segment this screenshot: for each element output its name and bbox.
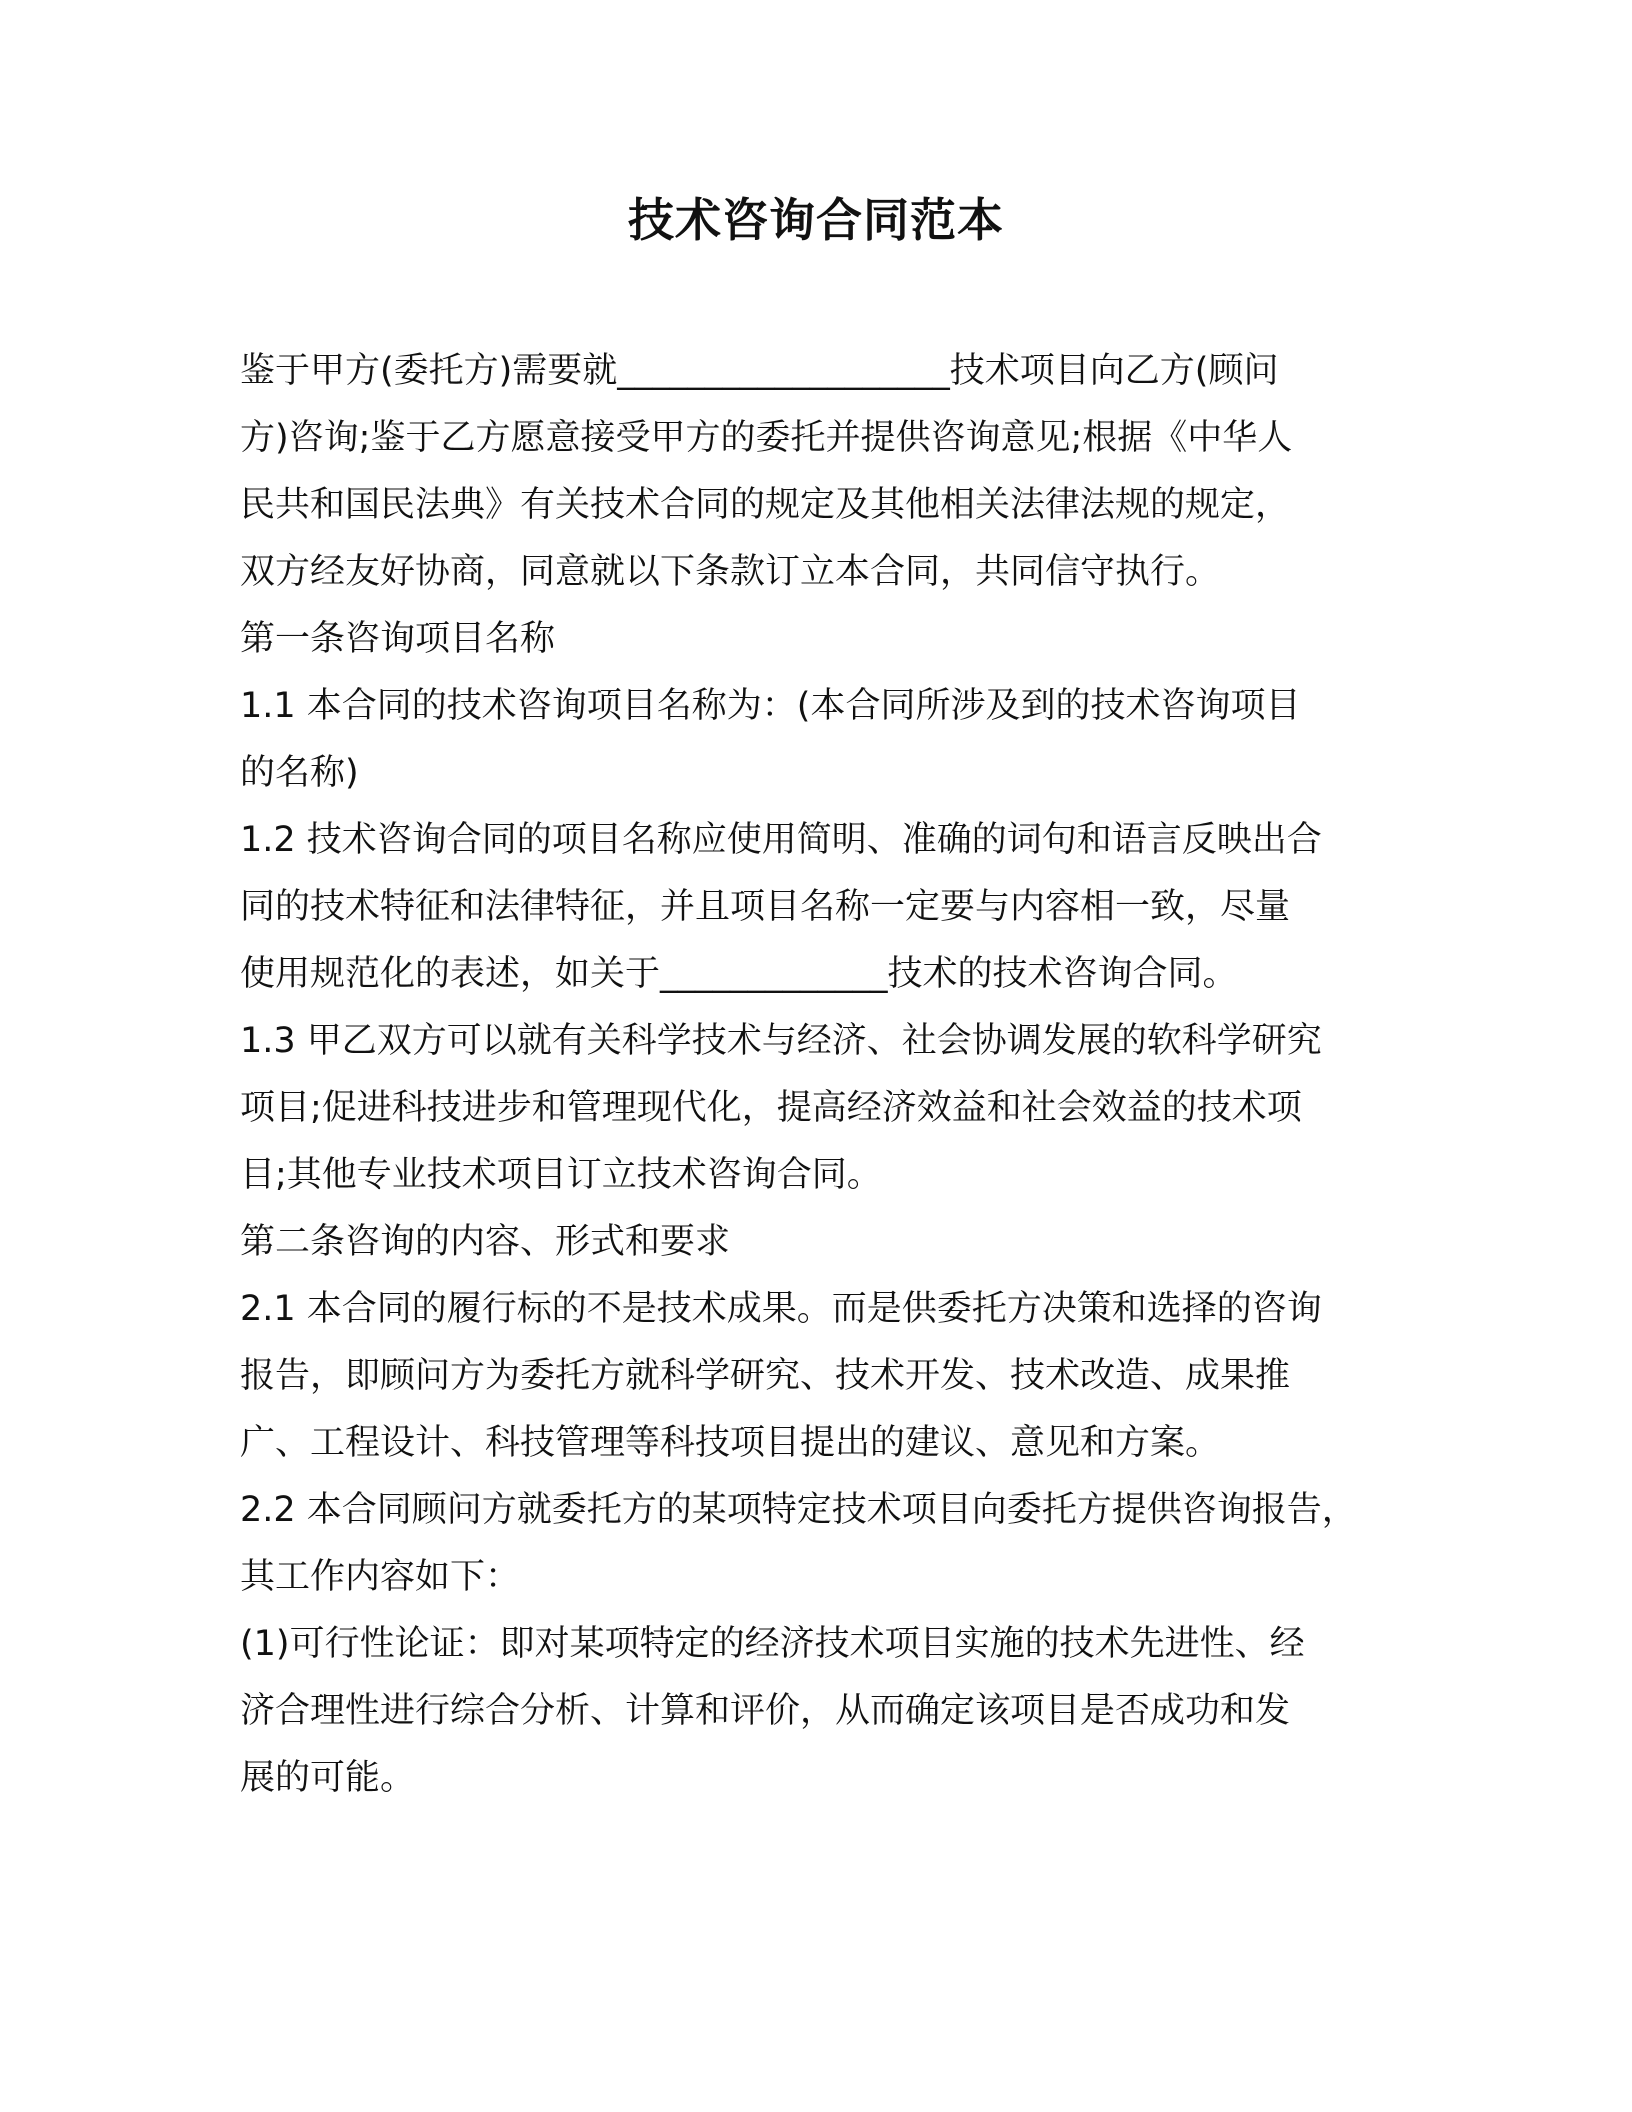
section-heading-1: 第一条咨询项目名称: [240, 619, 556, 659]
text-line: 2.1 本合同的履行标的不是技术成果。而是供委托方决策和选择的咨询: [240, 1289, 1322, 1329]
text-line: 项目;促进科技进步和管理现代化，提高经济效益和社会效益的技术项: [240, 1088, 1302, 1128]
text-line: 展的可能。: [240, 1758, 416, 1798]
document-body: [240, 338, 1420, 1812]
text-line: 的名称): [240, 753, 359, 793]
text-line: 双方经友好协商，同意就以下条款订立本合同，共同信守执行。: [240, 552, 1221, 592]
text-line: 1.1 本合同的技术咨询项目名称为：(本合同所涉及到的技术咨询项目: [240, 686, 1301, 726]
text-line: 济合理性进行综合分析、计算和评价，从而确定该项目是否成功和发: [240, 1691, 1291, 1731]
text-line: 使用规范化的表述，如关于_____________技术的技术咨询合同。: [240, 954, 1238, 994]
text-line: (1)可行性论证：即对某项特定的经济技术项目实施的技术先进性、经: [240, 1624, 1305, 1664]
text-line: 1.3 甲乙双方可以就有关科学技术与经济、社会协调发展的软科学研究: [240, 1021, 1322, 1061]
text-line: 2.2 本合同顾问方就委托方的某项特定技术项目向委托方提供咨询报告，: [240, 1490, 1357, 1530]
text-line: 民共和国民法典》有关技术合同的规定及其他相关法律法规的规定，: [240, 485, 1291, 525]
text-line: 广、工程设计、科技管理等科技项目提出的建议、意见和方案。: [240, 1423, 1221, 1463]
text-line: 报告，即顾问方为委托方就科学研究、技术开发、技术改造、成果推: [240, 1356, 1291, 1396]
document-title: 技术咨询合同范本: [628, 193, 1004, 247]
text-line: 目;其他专业技术项目订立技术咨询合同。: [240, 1155, 882, 1195]
text-line: 其工作内容如下：: [240, 1557, 521, 1597]
text-line: 同的技术特征和法律特征，并且项目名称一定要与内容相一致，尽量: [240, 887, 1291, 927]
text-line: 方)咨询;鉴于乙方愿意接受甲方的委托并提供咨询意见;根据《中华人: [240, 418, 1293, 458]
text-line: 鉴于甲方(委托方)需要就___________________技术项目向乙方(顾问: [240, 351, 1279, 391]
text-line: 1.2 技术咨询合同的项目名称应使用简明、准确的词句和语言反映出合: [240, 820, 1322, 860]
section-heading-2: 第二条咨询的内容、形式和要求: [240, 1222, 731, 1262]
